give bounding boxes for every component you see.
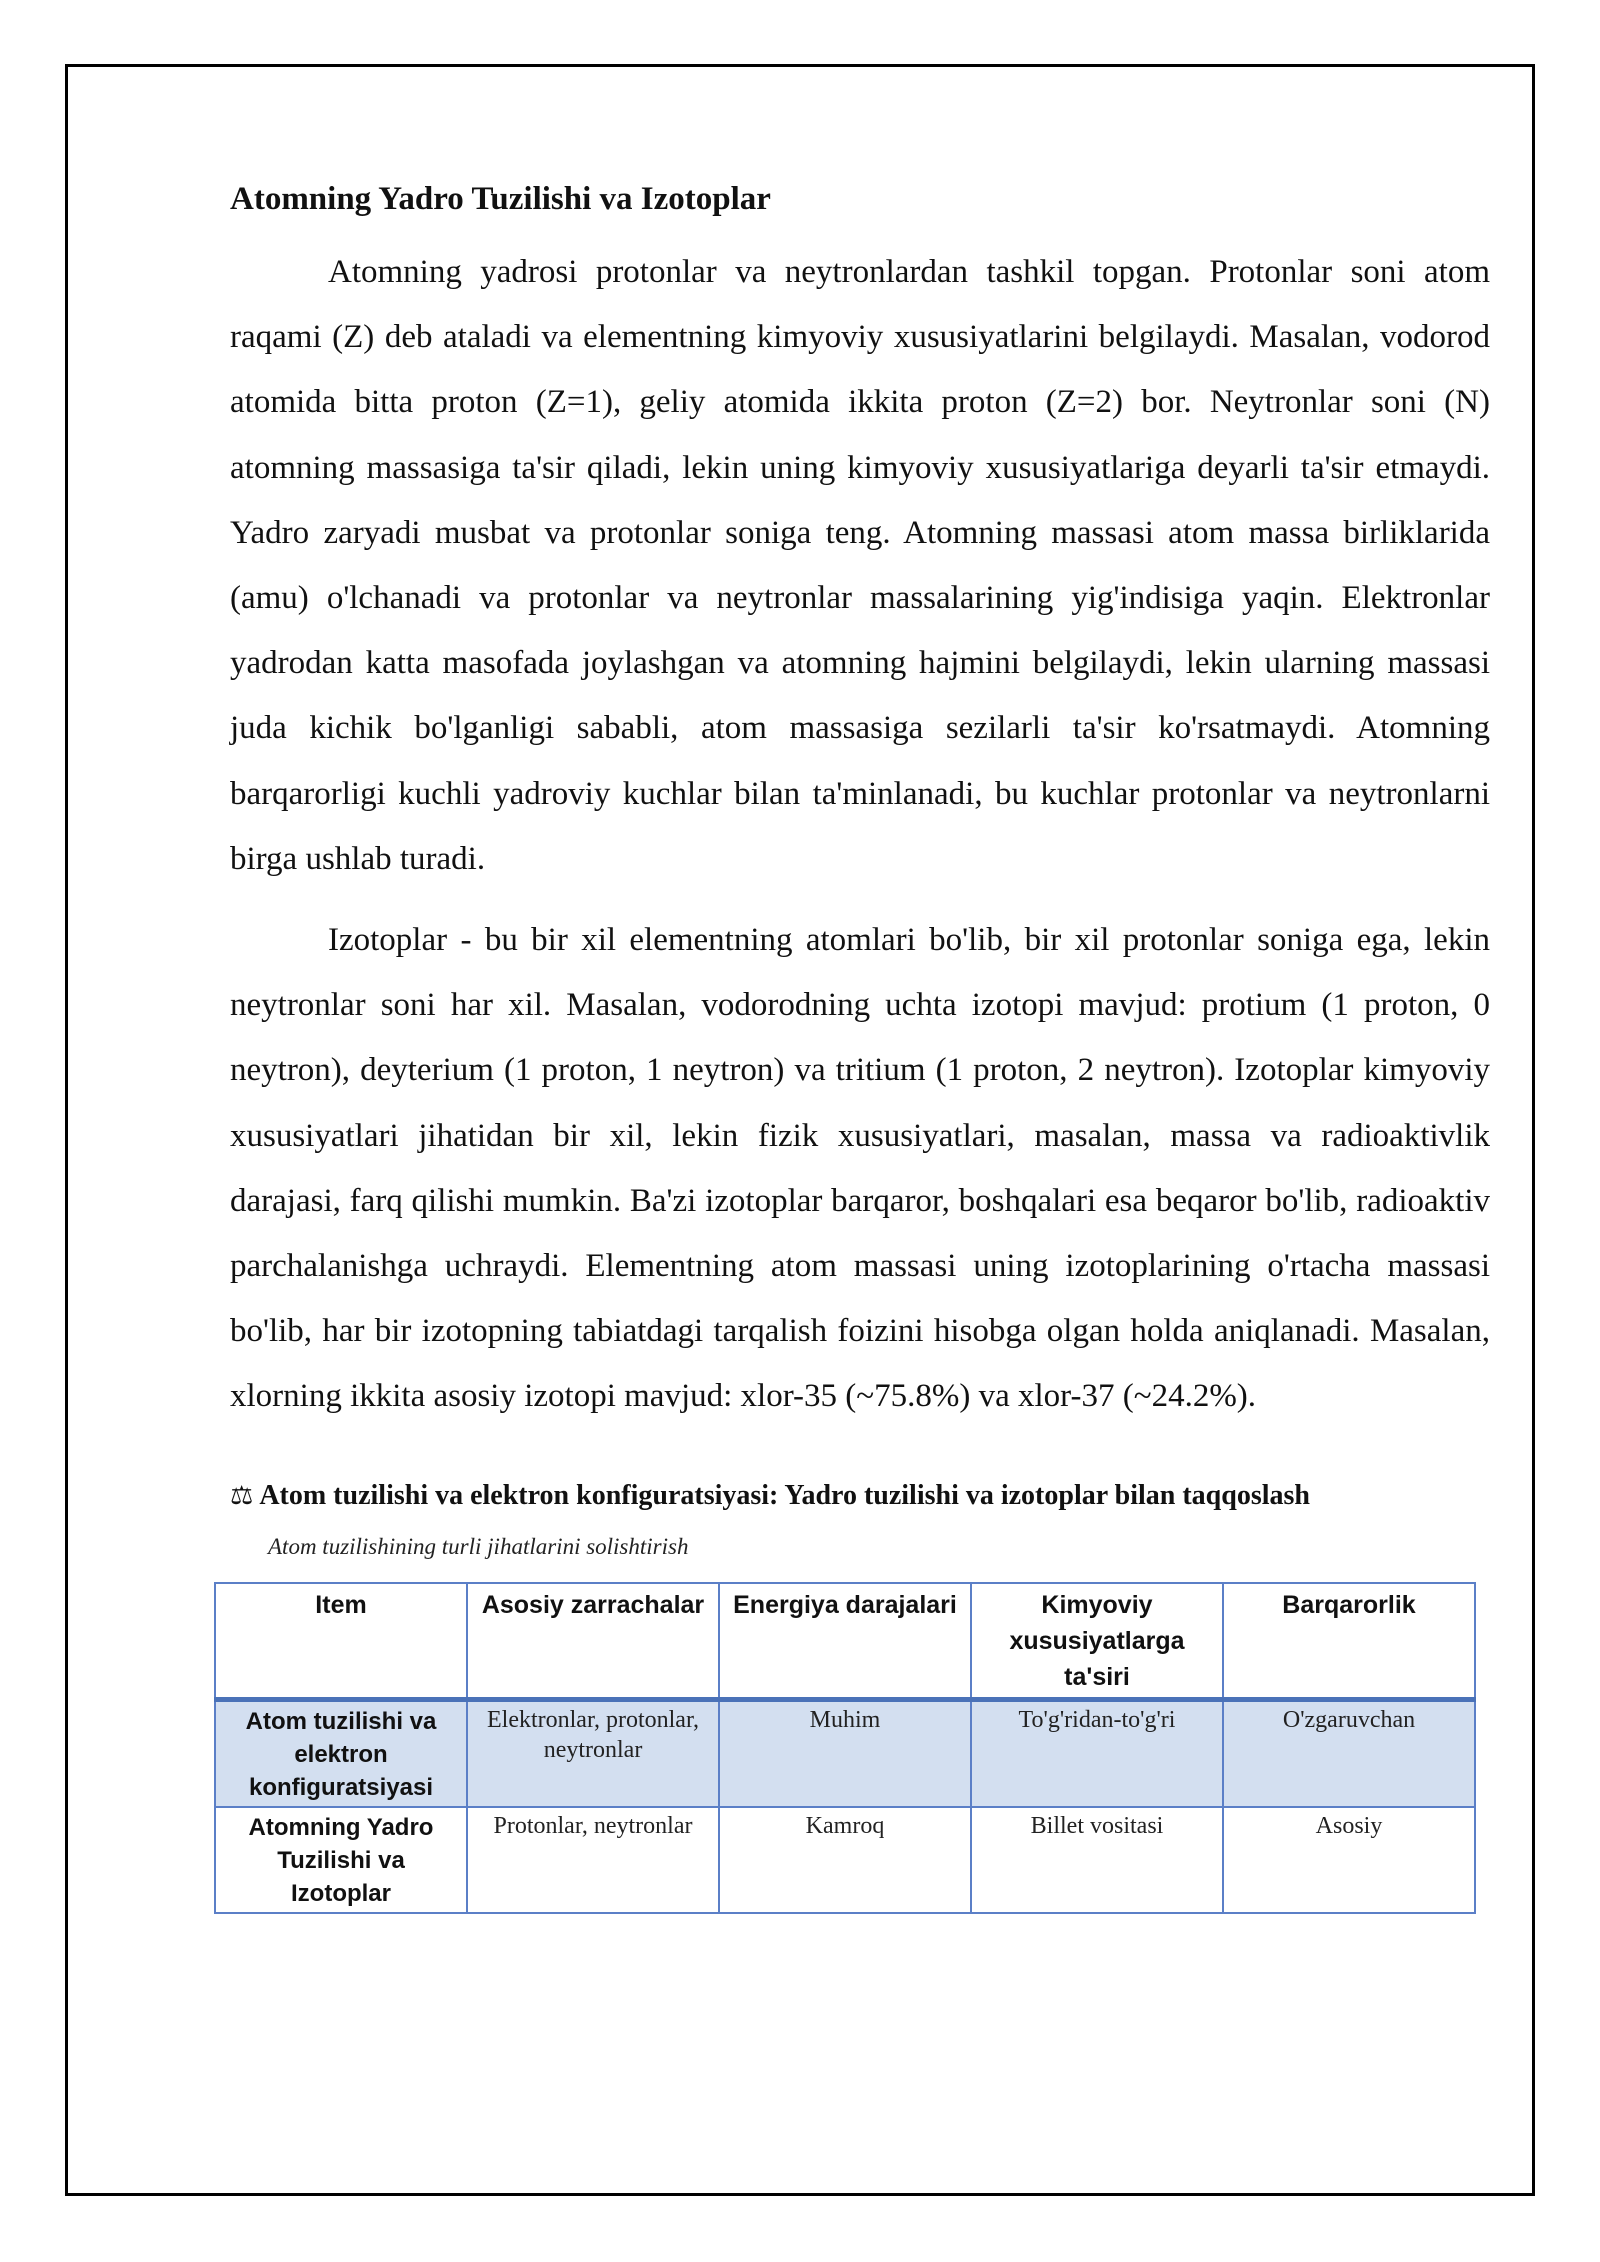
table-cell: Muhim: [719, 1699, 971, 1807]
table-header-row: [215, 1583, 1475, 1700]
table-row: [215, 1807, 1475, 1913]
row-label: Atomning Yadro Tuzilishi va Izotoplar: [215, 1807, 467, 1913]
comparison-table: [214, 1582, 1476, 1914]
table-cell: Protonlar, neytronlar: [467, 1807, 719, 1913]
document-body: [230, 170, 1490, 1914]
table-cell: O'zgaruvchan: [1223, 1699, 1475, 1807]
table-row: [215, 1699, 1475, 1807]
header-stability: Barqarorlik: [1223, 1583, 1475, 1700]
comparison-heading-text: Atom tuzilishi va elektron konfiguratsiyasi: Yadro tuzilishi va izotoplar bilan taqqoslash: [259, 1479, 1310, 1511]
table-cell: Kamroq: [719, 1807, 971, 1913]
table-cell: Elektronlar, protonlar, neytronlar: [467, 1699, 719, 1807]
header-energy-levels: Energiya darajalari: [719, 1583, 971, 1700]
row-label: Atom tuzilishi va elektron konfiguratsiyasi: [215, 1699, 467, 1807]
table-cell: Billet vositasi: [971, 1807, 1223, 1913]
paragraph-nucleus: Atomning yadrosi protonlar va neytronlardan tashkil topgan. Protonlar soni atom raqami (Z) deb ataladi va elementning kimyoviy xususiyatlarini belgilaydi. Masalan, vodorod atomida bitta proton (Z=1), geliy atomida ikkita proton (Z=2) bor. Neytronlar soni (N) atomning massasiga ta'sir qiladi, lekin uning kimyoviy xususiyatlariga deyarli ta'sir etmaydi. Yadro zaryadi musbat va protonlar soniga teng. Atomning massasi atom massa birliklarida (amu) o'lchanadi va protonlar va neytronlar massalarining yig'indisiga yaqin. Elektronlar yadrodan katta masofada joylashgan va atomning hajmini belgilaydi, lekin ularning massasi juda kichik bo'lganligi sababli, atom massasiga sezilarli ta'sir ko'rsatmaydi. Atomning barqarorligi kuchli yadroviy kuchlar bilan ta'minlanadi, bu kuchlar protonlar va neytronlarni birga ushlab turadi.: [230, 254, 1490, 877]
table-cell: Asosiy: [1223, 1807, 1475, 1913]
header-particles: Asosiy zarrachalar: [467, 1583, 719, 1700]
header-chemical-effect: Kimyoviy xususiyatlarga ta'siri: [971, 1583, 1223, 1700]
paragraph-isotopes: Izotoplar - bu bir xil elementning atomlari bo'lib, bir xil protonlar soniga ega, lekin neytronlar soni har xil. Masalan, vodorodning uchta izotopi mavjud: protium (1 proton, 0 neytron), deyterium (1 proton, 1 neytron) va tritium (1 proton, 2 neytron). Izotoplar kimyoviy xususiyatlari jihatidan bir xil, lekin fizik xususiyatlari, masalan, massa va radioaktivlik darajasi, farq qilishi mumkin. Ba'zi izotoplar barqaror, boshqalari esa beqaror bo'lib, radioaktiv parchalanishga uchraydi. Elementning atom massasi uning izotoplarining o'rtacha massasi bo'lib, har bir izotopning tabiatdagi tarqalish foizini hisobga olgan holda aniqlanadi. Masalan, xlorning ikkita asosiy izotopi mavjud: xlor-35 (~75.8%) va xlor-37 (~24.2%).: [230, 922, 1490, 1415]
header-item: Item: [215, 1583, 467, 1700]
scale-icon: ⚖: [230, 1480, 254, 1511]
table-caption: Atom tuzilishining turli jihatlarini solishtirish: [268, 1533, 689, 1559]
table-cell: To'g'ridan-to'g'ri: [971, 1699, 1223, 1807]
document-title: Atomning Yadro Tuzilishi va Izotoplar: [230, 181, 771, 217]
comparison-heading: [230, 1476, 1490, 1516]
